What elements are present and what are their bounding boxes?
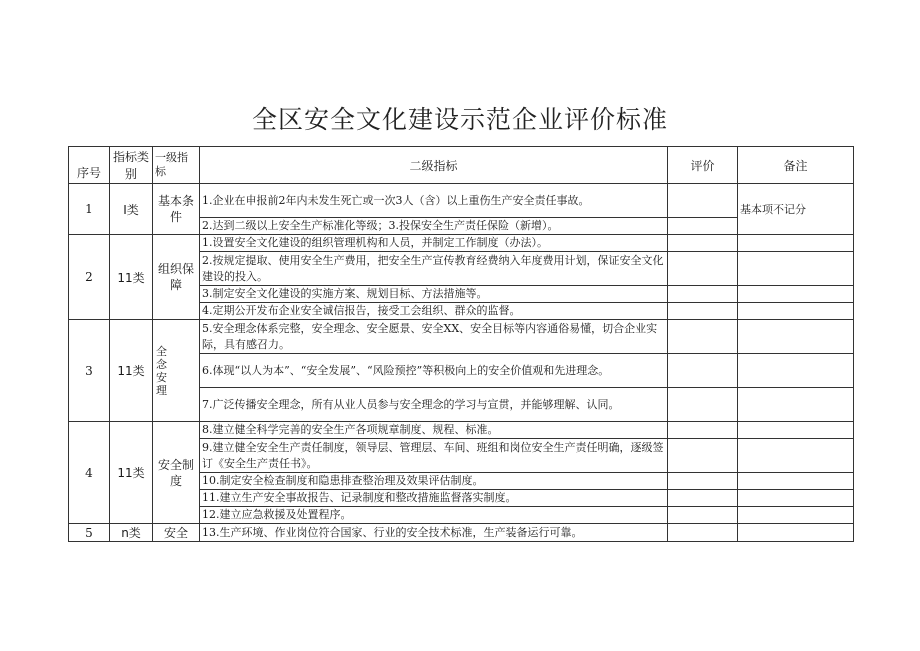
note-cell [738,286,854,303]
table-row [69,422,854,439]
indicator-item: 13.生产环境、作业岗位符合国家、行业的安全技术标准，生产装备运行可靠。 [200,524,668,542]
eval-cell [668,286,738,303]
indicator-item: 10.制定安全检查制度和隐患排查整治理及效果评估制度。 [200,473,668,490]
row-seq: 3 [69,320,110,422]
row-level1: 安全制度 [153,422,200,524]
indicator-item: 1.企业在申报前2年内未发生死亡或一次3人（含）以上重伤生产安全责任事故。 [200,184,668,218]
note-cell [738,235,854,252]
header-category: 指标类别 [110,147,153,184]
row-seq: 4 [69,422,110,524]
row-seq: 5 [69,524,110,542]
note-cell [738,507,854,524]
table-header-row [69,147,854,184]
row-category: 11类 [110,320,153,422]
eval-cell [668,422,738,439]
indicator-item: 8.建立健全科学完善的安全生产各项规章制度、规程、标准。 [200,422,668,439]
eval-cell [668,524,738,542]
eval-cell [668,320,738,354]
indicator-item: 2.达到二级以上安全生产标准化等级；3.投保安全生产责任保险（新增）。 [200,218,668,235]
page-title: 全区安全文化建设示范企业评价标准 [251,105,668,134]
eval-cell [668,507,738,524]
eval-cell [668,235,738,252]
row-category: 11类 [110,422,153,524]
table-row [69,320,854,354]
indicator-item: 4.定期公开发布企业安全诚信报告，接受工会组织、群众的监督。 [200,303,668,320]
indicator-item: 5.安全理念体系完整，安全理念、安全愿景、安全XX、安全目标等内容通俗易懂，切合企业实际，具有感召力。 [200,320,668,354]
row-category: 11类 [110,235,153,320]
note-cell [738,473,854,490]
note-cell [738,439,854,473]
evaluation-table [68,146,854,542]
indicator-item: 7.广泛传播安全理念，所有从业人员参与安全理念的学习与宣贯，并能够理解、认同。 [200,388,668,422]
table-row [69,235,854,252]
indicator-item: 12.建立应急救援及处置程序。 [200,507,668,524]
header-seq: 序号 [69,147,110,184]
note-cell [738,490,854,507]
table-row [69,524,854,542]
eval-cell [668,388,738,422]
note-cell [738,252,854,286]
row-seq: 1 [69,184,110,235]
eval-cell [668,439,738,473]
eval-cell [668,184,738,218]
row-category: I类 [110,184,153,235]
eval-cell [668,490,738,507]
note-cell: 基本项不记分 [738,184,854,235]
note-cell [738,354,854,388]
row-category: n类 [110,524,153,542]
header-level1: 一级指标 [153,147,200,184]
row-level1: 安全 [153,524,200,542]
note-cell [738,320,854,354]
header-level2: 二级指标 [200,147,668,184]
note-cell [738,303,854,320]
eval-cell [668,303,738,320]
indicator-item: 2.按规定提取、使用安全生产费用，把安全生产宣传教育经费纳入年度费用计划，保证安全文化建设的投入。 [200,252,668,286]
note-cell [738,524,854,542]
row-level1: 组织保障 [153,235,200,320]
eval-cell [668,354,738,388]
eval-cell [668,218,738,235]
eval-cell [668,252,738,286]
indicator-item: 6.体现“以人为本”、“安全发展”、“风险预控”等积极向上的安全价值观和先进理念。 [200,354,668,388]
indicator-item: 1.设置安全文化建设的组织管理机构和人员，并制定工作制度（办法）。 [200,235,668,252]
indicator-item: 3.制定安全文化建设的实施方案、规划目标、方法措施等。 [200,286,668,303]
row-level1: 基本条件 [153,184,200,235]
note-cell [738,388,854,422]
note-cell [738,422,854,439]
level1-vertical-text: 全念安理 [156,344,167,397]
row-level1 [153,320,200,422]
header-eval: 评价 [668,147,738,184]
row-seq: 2 [69,235,110,320]
indicator-item: 11.建立生产安全事故报告、记录制度和整改措施监督落实制度。 [200,490,668,507]
eval-cell [668,473,738,490]
indicator-item: 9.建立健全安全生产责任制度，领导层、管理层、车间、班组和岗位安全生产责任明确，逐级签订《安全生产责任书》。 [200,439,668,473]
header-note: 备注 [738,147,854,184]
table-row [69,184,854,218]
